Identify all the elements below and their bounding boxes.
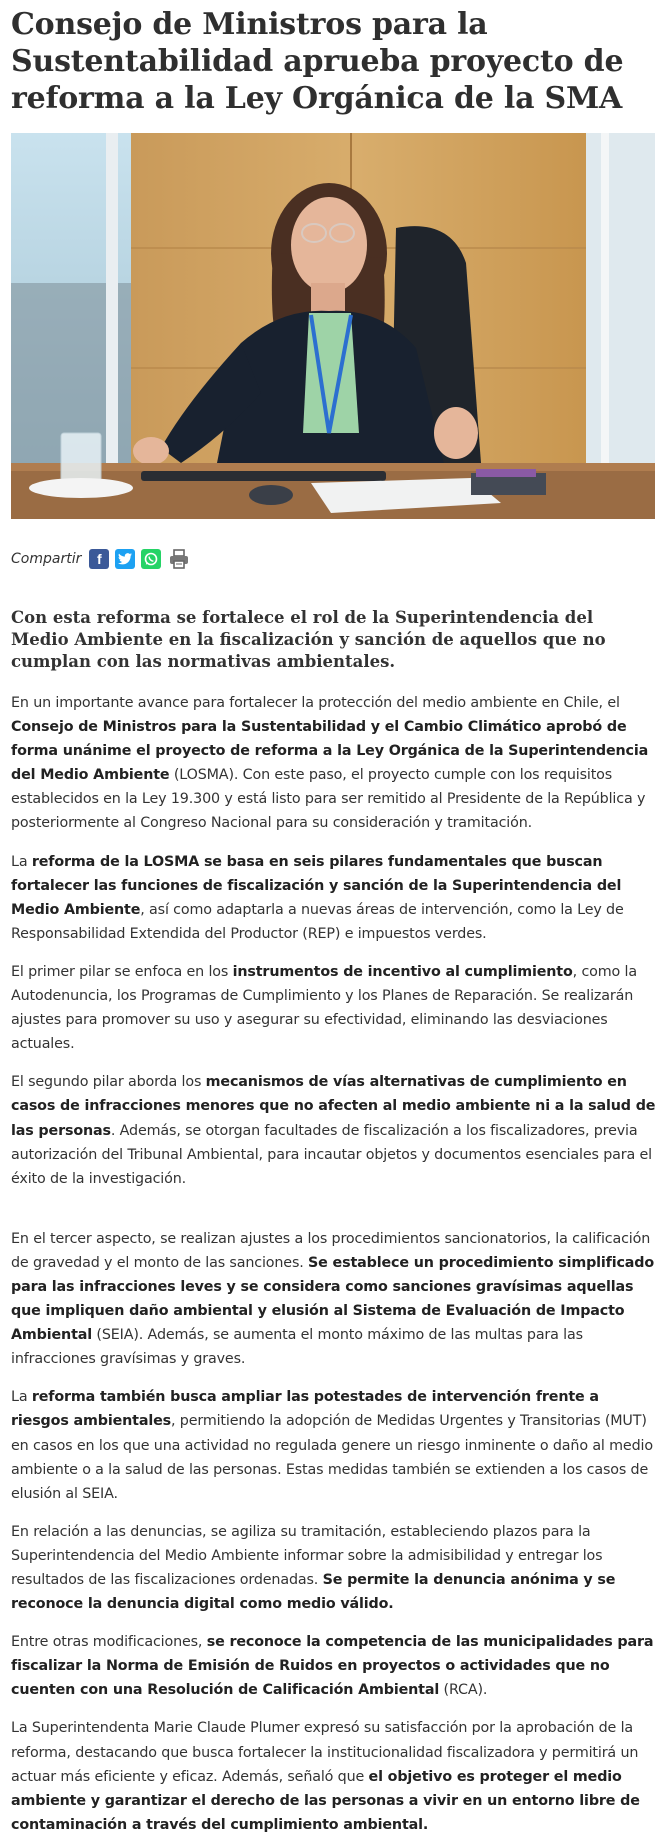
paragraph-4: El segundo pilar aborda los mecanismos de vías alternativas de cumplimiento en casos de infracciones menores que no afecten al medio ambiente ni a la salud de las personas. Además, se otorgan facultades de fiscalización a los fiscalizadores, previa autorización del Tribunal Ambiental, para incautar objetos y documentos esenciales para el éxito de la investigación. bbox=[11, 1074, 656, 1187]
article-title: Consejo de Ministros para la Sustentabilidad aprueba proyecto de reforma a la Ley Orgánica de la SMA bbox=[11, 7, 624, 116]
article-lead: Con esta reforma se fortalece el rol de la Superintendencia del Medio Ambiente en la fiscalización y sanción de aquellos que no cumplan con las normativas ambientales. bbox=[11, 608, 606, 671]
paragraph-8: Entre otras modificaciones, se reconoce la competencia de las municipalidades para fiscalizar la Norma de Emisión de Ruidos en proyectos o actividades que no cuenten con una Resolución de Calificación Ambiental (RCA). bbox=[11, 1634, 654, 1699]
article-photo bbox=[11, 133, 655, 519]
paragraph-6: La reforma también busca ampliar las potestades de intervención frente a riesgos ambientales, permitiendo la adopción de Medidas Urgentes y Transitorias (MUT) en casos en los que una actividad no regulada genere un riesgo inminente o daño al medio ambiente o a la salud de las personas. Estas medidas también se extienden a los casos de elusión al SEIA. bbox=[11, 1389, 653, 1502]
paragraph-3: El primer pilar se enfoca en los instrumentos de incentivo al cumplimiento, como la Autodenuncia, los Programas de Cumplimiento y los Planes de Reparación. Se realizarán ajustes para promover su uso y asegurar su efectividad, eliminando las desviaciones actuales. bbox=[11, 963, 637, 1053]
paragraph-7: En relación a las denuncias, se agiliza su tramitación, estableciendo plazos para la Superintendencia del Medio Ambiente informar sobre la admisibilidad y entregar los resultados de las fiscalizaciones ordenadas. Se permite la denuncia anónima y se reconoce la denuncia digital como medio válido. bbox=[11, 1523, 616, 1613]
facebook-icon[interactable]: f bbox=[89, 549, 109, 569]
twitter-icon[interactable] bbox=[115, 549, 135, 569]
paragraph-9: La Superintendenta Marie Claude Plumer expresó su satisfacción por la aprobación de la reforma, destacando que busca fortalecer la institucionalidad fiscalizadora y permitirá un actuar más eficiente y eficaz. Además, señaló que el objetivo es proteger el medio ambiente y garantizar el derecho de las personas a vivir en un entorno libre de contaminación a través del cumplimiento ambiental. bbox=[11, 1720, 640, 1833]
paragraph-5: En el tercer aspecto, se realizan ajustes a los procedimientos sancionatorios, la calificación de gravedad y el monto de las sanciones. Se establece un procedimiento simplificado para las infracciones leves y se considera como sanciones gravísimas aquellas que impliquen daño ambiental y elusión al Sistema de Evaluación de Impacto Ambiental (SEIA). Además, se aumenta el monto máximo de las multas para las infracciones gravísimas y graves. bbox=[11, 1230, 655, 1368]
whatsapp-icon[interactable] bbox=[141, 549, 161, 569]
share-bar bbox=[11, 547, 656, 571]
print-icon[interactable] bbox=[167, 549, 191, 569]
photo-illustration bbox=[11, 133, 655, 519]
share-label: Compartir bbox=[11, 551, 82, 567]
paragraph-1: En un importante avance para fortalecer la protección del medio ambiente en Chile, el Consejo de Ministros para la Sustentabilidad y el Cambio Climático aprobó de forma unánime el proyecto de reforma a la Ley Orgánica de la Superintendencia del Medio Ambiente (LOSMA). Con este paso, el proyecto cumple con los requisitos establecidos en la Ley 19.300 y está listo para ser remitido al Presidente de la República y posteriormente al Congreso Nacional para su consideración y tramitación. bbox=[11, 695, 649, 832]
paragraph-2: La reforma de la LOSMA se basa en seis pilares fundamentales que buscan fortalecer las funciones de fiscalización y sanción de la Superintendencia del Medio Ambiente, así como adaptarla a nuevas áreas de intervención, como la Ley de Responsabilidad Extendida del Productor (REP) e impuestos verdes. bbox=[11, 853, 624, 942]
